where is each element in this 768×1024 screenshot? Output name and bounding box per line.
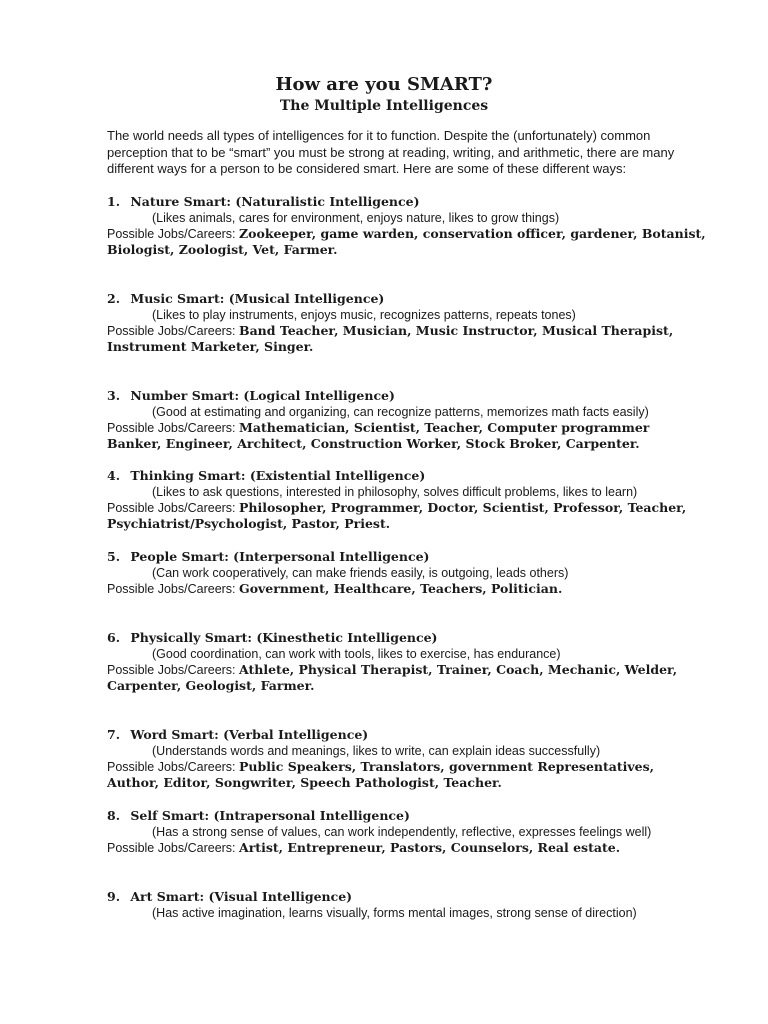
jobs-label: Possible Jobs/Careers:	[107, 841, 240, 855]
item-heading	[107, 630, 707, 646]
item-number: 1.	[107, 194, 121, 209]
item-title: Number Smart: (Logical Intelligence)	[130, 388, 395, 403]
jobs-list: Mathematician, Scientist, Teacher, Computer programmer Banker, Engineer, Architect, Construction Worker, Stock Broker, Carpenter.	[107, 420, 650, 452]
jobs-list: Artist, Entrepreneur, Pastors, Counselors, Real estate.	[239, 840, 621, 855]
jobs-label: Possible Jobs/Careers:	[107, 324, 240, 338]
item-jobs	[107, 226, 707, 259]
intelligence-item-nature	[107, 194, 707, 259]
jobs-list: Athlete, Physical Therapist, Trainer, Coach, Mechanic, Welder, Carpenter, Geologist, Farmer.	[107, 662, 678, 694]
item-number: 9.	[107, 889, 121, 904]
jobs-label: Possible Jobs/Careers:	[107, 760, 240, 774]
item-heading	[107, 808, 707, 824]
intelligence-item-thinking	[107, 468, 707, 533]
item-number: 6.	[107, 630, 121, 645]
item-description: (Understands words and meanings, likes to write, can explain ideas successfully)	[152, 744, 601, 758]
item-description: (Likes animals, cares for environment, enjoys nature, likes to grow things)	[152, 211, 560, 225]
intelligence-item-music	[107, 291, 707, 356]
jobs-label: Possible Jobs/Careers:	[107, 582, 240, 596]
jobs-list: Band Teacher, Musician, Music Instructor, Musical Therapist, Instrument Marketer, Singer.	[107, 323, 674, 355]
item-jobs	[107, 420, 707, 453]
page-title: How are you SMART?	[275, 74, 493, 95]
item-title: Thinking Smart: (Existential Intelligence)	[130, 468, 426, 483]
jobs-label: Possible Jobs/Careers:	[107, 421, 240, 435]
item-jobs	[107, 759, 707, 792]
jobs-list: Philosopher, Programmer, Doctor, Scientist, Professor, Teacher, Psychiatrist/Psychologist, Pastor, Priest.	[107, 500, 687, 532]
intelligence-item-people	[107, 549, 707, 597]
intro-paragraph: The world needs all types of intelligences for it to function. Despite the (unfortunately) common perception that to be “smart” you must be strong at reading, writing, and arithmetic, there are many different ways for a person to be considered smart. Here are some of these different ways:	[107, 128, 675, 176]
jobs-list: Public Speakers, Translators, government Representatives, Author, Editor, Songwriter, Speech Pathologist, Teacher.	[107, 759, 655, 791]
intelligence-item-self	[107, 808, 707, 856]
item-title: Art Smart: (Visual Intelligence)	[130, 889, 353, 904]
jobs-label: Possible Jobs/Careers:	[107, 501, 240, 515]
intelligence-item-art	[107, 889, 707, 921]
item-heading	[107, 468, 707, 484]
intelligence-item-number	[107, 388, 707, 453]
item-title: Word Smart: (Verbal Intelligence)	[130, 727, 369, 742]
jobs-label: Possible Jobs/Careers:	[107, 227, 240, 241]
item-number: 2.	[107, 291, 121, 306]
item-title: Self Smart: (Intrapersonal Intelligence)	[130, 808, 410, 823]
item-description: (Can work cooperatively, can make friends easily, is outgoing, leads others)	[152, 566, 569, 580]
item-jobs	[107, 662, 707, 695]
jobs-list: Government, Healthcare, Teachers, Politician.	[239, 581, 563, 596]
item-jobs	[107, 500, 707, 533]
item-jobs	[107, 840, 707, 856]
item-heading	[107, 549, 707, 565]
item-number: 8.	[107, 808, 121, 823]
page-subtitle: The Multiple Intelligences	[279, 98, 489, 114]
item-heading	[107, 727, 707, 743]
item-title: Physically Smart: (Kinesthetic Intelligence)	[130, 630, 438, 645]
item-description: (Has a strong sense of values, can work independently, reflective, expresses feelings well)	[152, 825, 652, 839]
item-heading	[107, 194, 707, 210]
item-description: (Good coordination, can work with tools, likes to exercise, has endurance)	[152, 647, 561, 661]
item-number: 4.	[107, 468, 121, 483]
item-description: (Likes to play instruments, enjoys music, recognizes patterns, repeats tones)	[152, 308, 576, 322]
item-description: (Good at estimating and organizing, can recognize patterns, memorizes math facts easily)	[152, 405, 649, 419]
item-description: (Likes to ask questions, interested in philosophy, solves difficult problems, likes to learn)	[152, 485, 638, 499]
item-heading	[107, 889, 707, 905]
intelligence-item-physical	[107, 630, 707, 695]
item-heading	[107, 291, 707, 307]
item-number: 7.	[107, 727, 121, 742]
item-description: (Has active imagination, learns visually, forms mental images, strong sense of direction)	[152, 906, 637, 920]
item-jobs	[107, 323, 707, 356]
item-number: 3.	[107, 388, 121, 403]
item-number: 5.	[107, 549, 121, 564]
jobs-list: Zookeeper, game warden, conservation officer, gardener, Botanist, Biologist, Zoologist, Vet, Farmer.	[107, 226, 706, 258]
item-title: People Smart: (Interpersonal Intelligence)	[130, 549, 430, 564]
item-title: Music Smart: (Musical Intelligence)	[130, 291, 385, 306]
item-heading	[107, 388, 707, 404]
intelligence-item-word	[107, 727, 707, 792]
item-jobs	[107, 581, 707, 597]
item-title: Nature Smart: (Naturalistic Intelligence)	[130, 194, 420, 209]
jobs-label: Possible Jobs/Careers:	[107, 663, 240, 677]
